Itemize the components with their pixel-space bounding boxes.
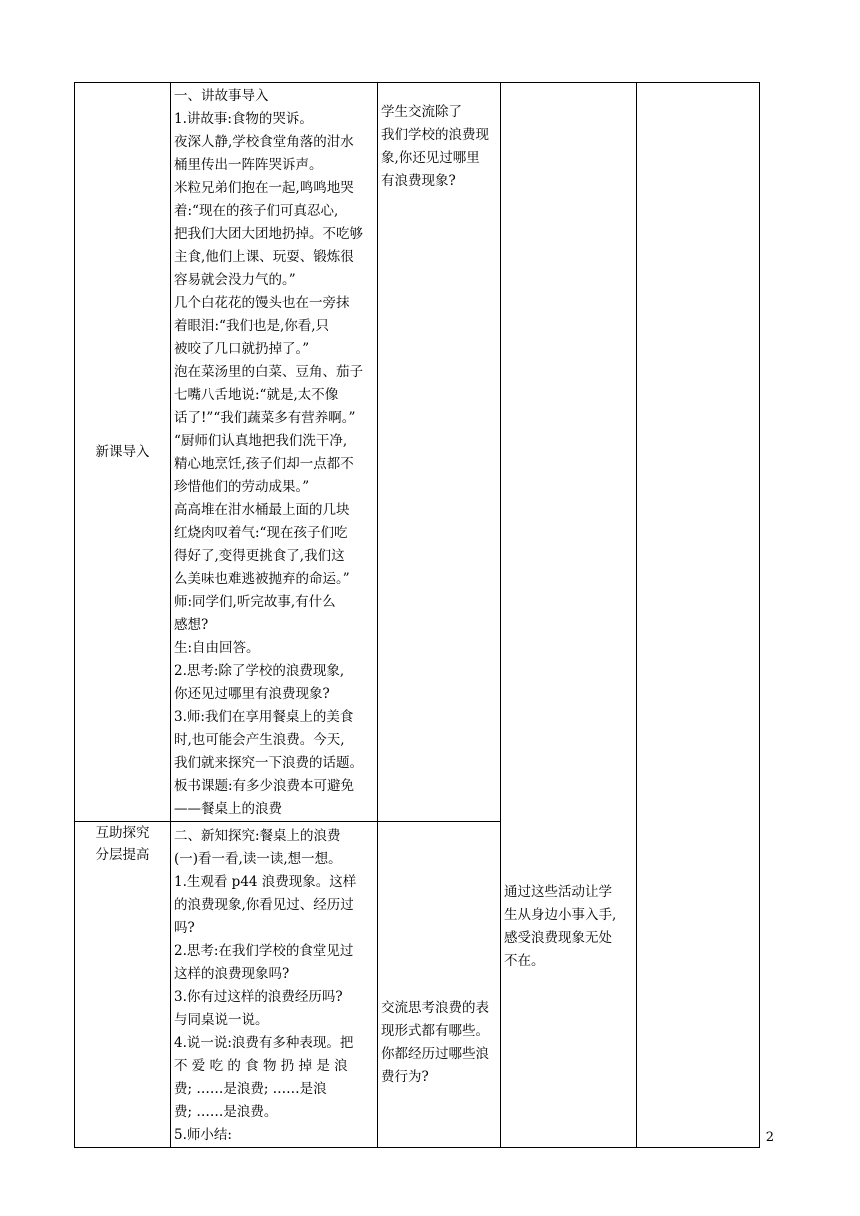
- text-line: 容易就会没力气的。”: [174, 272, 296, 288]
- text-line: 我们学校的浪费现: [381, 127, 489, 143]
- text-line: 么美味也难逃被抛弃的命运。”: [174, 571, 350, 587]
- text-line: (一)看一看,读一读,想一想。: [174, 851, 342, 867]
- text-line: 费; ……是浪费; ……是浪: [174, 1081, 327, 1097]
- text-line: 学生交流除了: [381, 104, 462, 120]
- stage-line: 互助探究: [95, 825, 150, 841]
- teacher-activity-text: [171, 822, 377, 1147]
- text-line: 不 爱 吃 的 食 物 扔 掉 是 浪: [174, 1058, 348, 1074]
- text-line: 有浪费现象?: [381, 173, 456, 189]
- text-line: ——餐桌上的浪费: [174, 801, 282, 817]
- text-line: 我们就来探究一下浪费的话题。: [174, 755, 363, 771]
- text-line: 板书课题:有多少浪费本可避免: [174, 778, 355, 794]
- text-line: 主食,他们上课、玩耍、锻炼很: [174, 249, 354, 265]
- text-line: 感想?: [174, 617, 209, 633]
- text-line: 交流思考浪费的表: [381, 1000, 489, 1016]
- student-activity-text: [378, 83, 500, 193]
- text-line: 精心地烹饪,孩子们却一点都不: [174, 456, 354, 472]
- text-line: 桶里传出一阵阵哭诉声。: [174, 157, 323, 173]
- text-line: “厨师们认真地把我们洗干净,: [174, 433, 348, 449]
- teacher-activity-text: [171, 83, 377, 821]
- design-intent-text: [501, 83, 636, 973]
- text-line: 把我们大团大团地扔掉。不吃够: [174, 226, 363, 242]
- text-line: 3.你有过这样的浪费经历吗?: [174, 989, 343, 1005]
- text-line: 生从身边小事入手,: [504, 907, 617, 923]
- student-activity-text: [378, 822, 500, 1089]
- text-line: 二、新知探究:餐桌上的浪费: [174, 828, 341, 844]
- stage-cell-explore: [75, 822, 171, 1148]
- text-line: 被咬了几口就扔掉了。”: [174, 341, 310, 357]
- text-line: 夜深人静,学校食堂角落的泔水: [174, 134, 354, 150]
- text-line: 着:“现在的孩子们可真忍心,: [174, 203, 339, 219]
- text-line: 七嘴八舌地说:“就是,太不像: [174, 387, 339, 403]
- page-number: 2: [765, 1130, 774, 1145]
- text-line: 费行为?: [381, 1069, 429, 1085]
- text-line: 象,你还见过哪里: [381, 150, 480, 166]
- text-line: 1.生观看 p44 浪费现象。这样: [174, 874, 357, 890]
- student-activity-cell-intro: [378, 83, 501, 822]
- text-line: 几个白花花的馒头也在一旁抹: [174, 295, 350, 311]
- text-line: 吗?: [174, 920, 195, 936]
- text-line: 一、讲故事导入: [174, 88, 269, 104]
- stage-cell-intro: [75, 83, 171, 822]
- design-intent-cell: [501, 83, 637, 1148]
- text-line: 米粒兄弟们抱在一起,鸣鸣地哭: [174, 180, 354, 196]
- teacher-activity-cell-explore: [171, 822, 378, 1148]
- text-line: 5.师小结:: [174, 1127, 232, 1143]
- table-row-intro: [75, 83, 760, 822]
- text-line: 着眼泪:“我们也是,你看,只: [174, 318, 330, 334]
- lesson-plan-table: [74, 82, 760, 1148]
- notes-cell: [637, 83, 760, 1148]
- stage-line: 新课导入: [95, 444, 150, 460]
- text-line: 珍惜他们的劳动成果。”: [174, 479, 310, 495]
- student-activity-cell-explore: [378, 822, 501, 1148]
- text-line: 与同桌说一说。: [174, 1012, 269, 1028]
- text-line: 3.师:我们在享用餐桌上的美食: [174, 709, 354, 725]
- text-line: 的浪费现象,你看见过、经历过: [174, 897, 354, 913]
- text-line: 时,也可能会产生浪费。今天,: [174, 732, 345, 748]
- text-line: 这样的浪费现象吗?: [174, 966, 290, 982]
- text-line: 4.说一说:浪费有多种表现。把: [174, 1035, 354, 1051]
- text-line: 生:自由回答。: [174, 640, 260, 656]
- text-line: 红烧肉叹着气:“现在孩子们吃: [174, 525, 348, 541]
- stage-label: [75, 822, 170, 906]
- teacher-activity-cell-intro: [171, 83, 378, 822]
- text-line: 你都经历过哪些浪: [381, 1046, 489, 1062]
- text-line: 师:同学们,听完故事,有什么: [174, 594, 336, 610]
- text-line: 现形式都有哪些。: [381, 1023, 489, 1039]
- text-line: 通过这些活动让学: [504, 884, 612, 900]
- text-line: 感受浪费现象无处: [504, 930, 612, 946]
- text-line: 2.思考:除了学校的浪费现象,: [174, 663, 345, 679]
- text-line: 2.思考:在我们学校的食堂见过: [174, 943, 354, 959]
- text-line: 得好了,变得更挑食了,我们这: [174, 548, 345, 564]
- text-line: 高高堆在泔水桶最上面的几块: [174, 502, 350, 518]
- text-line: 你还见过哪里有浪费现象?: [174, 686, 330, 702]
- text-line: 1.讲故事:食物的哭诉。: [174, 111, 313, 127]
- text-line: 泡在菜汤里的白菜、豆角、茄子: [174, 364, 363, 380]
- text-line: 话了!”“我们蔬菜多有营养啊。”: [174, 410, 356, 426]
- text-line: 费; ……是浪费。: [174, 1104, 278, 1120]
- text-line: 不在。: [504, 953, 545, 969]
- stage-line: 分层提高: [95, 847, 150, 863]
- stage-label: [75, 83, 170, 821]
